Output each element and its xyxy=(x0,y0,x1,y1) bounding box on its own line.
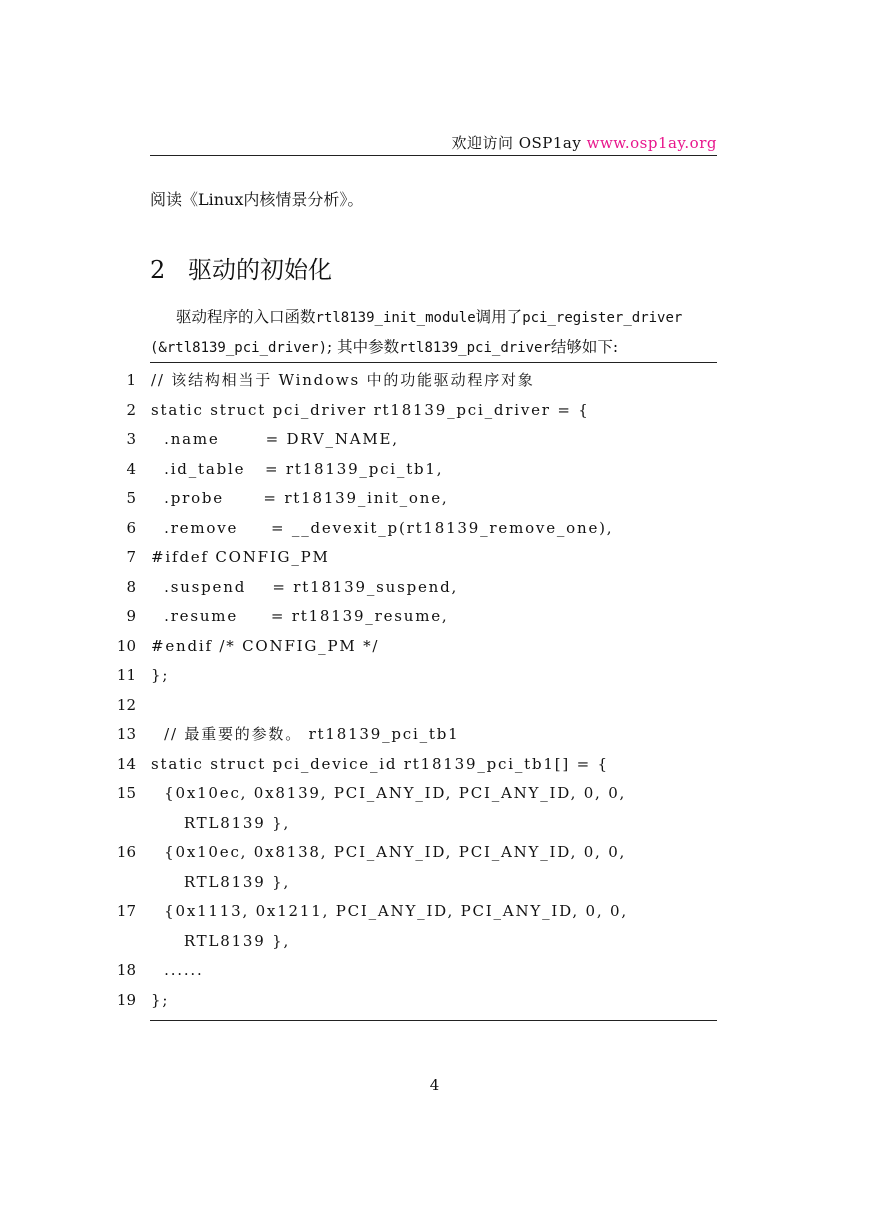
code-text: .suspend = rt18139_suspend, xyxy=(151,577,459,596)
code-line xyxy=(0,455,869,485)
line-number: 18 xyxy=(116,961,136,979)
code-line xyxy=(0,779,869,809)
line-number: 9 xyxy=(126,607,136,625)
para-code-4: rtl8139_pci_driver xyxy=(399,340,551,356)
code-text: }; xyxy=(151,990,170,1009)
code-text: .id_table = rt18139_pci_tb1, xyxy=(151,459,444,478)
line-number: 15 xyxy=(116,784,136,802)
code-line xyxy=(0,425,869,455)
body-paragraph xyxy=(150,303,740,363)
code-line xyxy=(0,868,869,898)
para-text-1: 驱动程序的入口函数 xyxy=(176,308,316,326)
line-number: 3 xyxy=(126,430,136,448)
code-line xyxy=(0,484,869,514)
para-text-3: ; 其中参数 xyxy=(327,338,400,356)
section-title: 驱动的初始化 xyxy=(188,256,332,284)
code-listing xyxy=(0,366,869,1015)
line-number: 12 xyxy=(116,695,136,714)
section-heading xyxy=(150,250,332,285)
para-text-4: 结够如下: xyxy=(550,338,619,356)
line-number: 6 xyxy=(126,518,136,537)
line-number: 13 xyxy=(116,725,136,743)
line-number: 4 xyxy=(126,459,136,478)
code-line xyxy=(0,661,869,691)
code-text: .name = DRV_NAME, xyxy=(151,430,399,448)
code-text: static struct pci_device_id rt18139_pci_tb1[] = { xyxy=(151,754,609,773)
line-number: 7 xyxy=(126,548,136,566)
code-line xyxy=(0,514,869,544)
code-line xyxy=(0,720,869,750)
code-line xyxy=(0,750,869,780)
line-number: 11 xyxy=(116,666,136,684)
code-line xyxy=(0,897,869,927)
code-text: RTL8139 }, xyxy=(151,931,291,950)
code-line xyxy=(0,691,869,721)
code-line xyxy=(0,602,869,632)
code-text: ...... xyxy=(151,961,204,979)
line-number: 5 xyxy=(126,489,136,507)
page-number: 4 xyxy=(429,1076,440,1094)
line-number: 17 xyxy=(116,902,136,920)
line-number: 8 xyxy=(126,577,136,596)
header-url-link[interactable]: www.osp1ay.org xyxy=(586,134,717,152)
line-number: 19 xyxy=(116,990,136,1009)
code-line xyxy=(0,986,869,1016)
intro-text: 阅读《Linux内核情景分析》。 xyxy=(150,190,364,209)
code-bottom-rule xyxy=(150,1020,717,1021)
code-line xyxy=(0,396,869,426)
code-line xyxy=(0,543,869,573)
code-line xyxy=(0,838,869,868)
para-code-2: pci_register_driver xyxy=(522,310,683,326)
header-text: 欢迎访问 OSP1ay xyxy=(451,134,587,152)
code-text: static struct pci_driver rt18139_pci_driver = { xyxy=(151,400,590,419)
code-line xyxy=(0,573,869,603)
code-text: RTL8139 }, xyxy=(151,813,291,832)
code-text: .remove = __devexit_p(rt18139_remove_one), xyxy=(151,518,614,537)
code-line xyxy=(0,927,869,957)
code-line xyxy=(0,366,869,396)
line-number: 1 xyxy=(126,371,136,389)
line-number: 16 xyxy=(116,843,136,861)
para-code-3: (&rtl8139_pci_driver) xyxy=(150,340,328,356)
code-text: {0x10ec, 0x8139, PCI_ANY_ID, PCI_ANY_ID, 0, 0, xyxy=(151,784,627,802)
page-header xyxy=(150,132,717,154)
code-text: RTL8139 }, xyxy=(151,872,291,891)
code-text: {0x1113, 0x1211, PCI_ANY_ID, PCI_ANY_ID, 0, 0, xyxy=(151,902,628,920)
code-line xyxy=(0,809,869,839)
line-number: 10 xyxy=(116,636,136,655)
code-text: // 最重要的参数。 rt18139_pci_tb1 xyxy=(151,725,460,743)
code-top-rule xyxy=(150,362,717,363)
code-text: #ifdef CONFIG_PM xyxy=(151,548,330,566)
code-text: #endif /* CONFIG_PM */ xyxy=(151,636,380,655)
para-code-1: rtl8139_init_module xyxy=(315,310,476,326)
code-text: .probe = rt18139_init_one, xyxy=(151,489,449,507)
code-text: {0x10ec, 0x8138, PCI_ANY_ID, PCI_ANY_ID, 0, 0, xyxy=(151,843,627,861)
code-text: .resume = rt18139_resume, xyxy=(151,607,449,625)
code-line xyxy=(0,632,869,662)
header-divider xyxy=(150,155,717,156)
section-number: 2 xyxy=(150,256,166,284)
code-text: // 该结构相当于 Windows 中的功能驱动程序对象 xyxy=(151,371,535,389)
code-text: }; xyxy=(151,666,170,684)
line-number: 2 xyxy=(126,400,136,419)
line-number: 14 xyxy=(116,754,136,773)
code-line xyxy=(0,956,869,986)
para-text-2: 调用了 xyxy=(475,308,523,326)
